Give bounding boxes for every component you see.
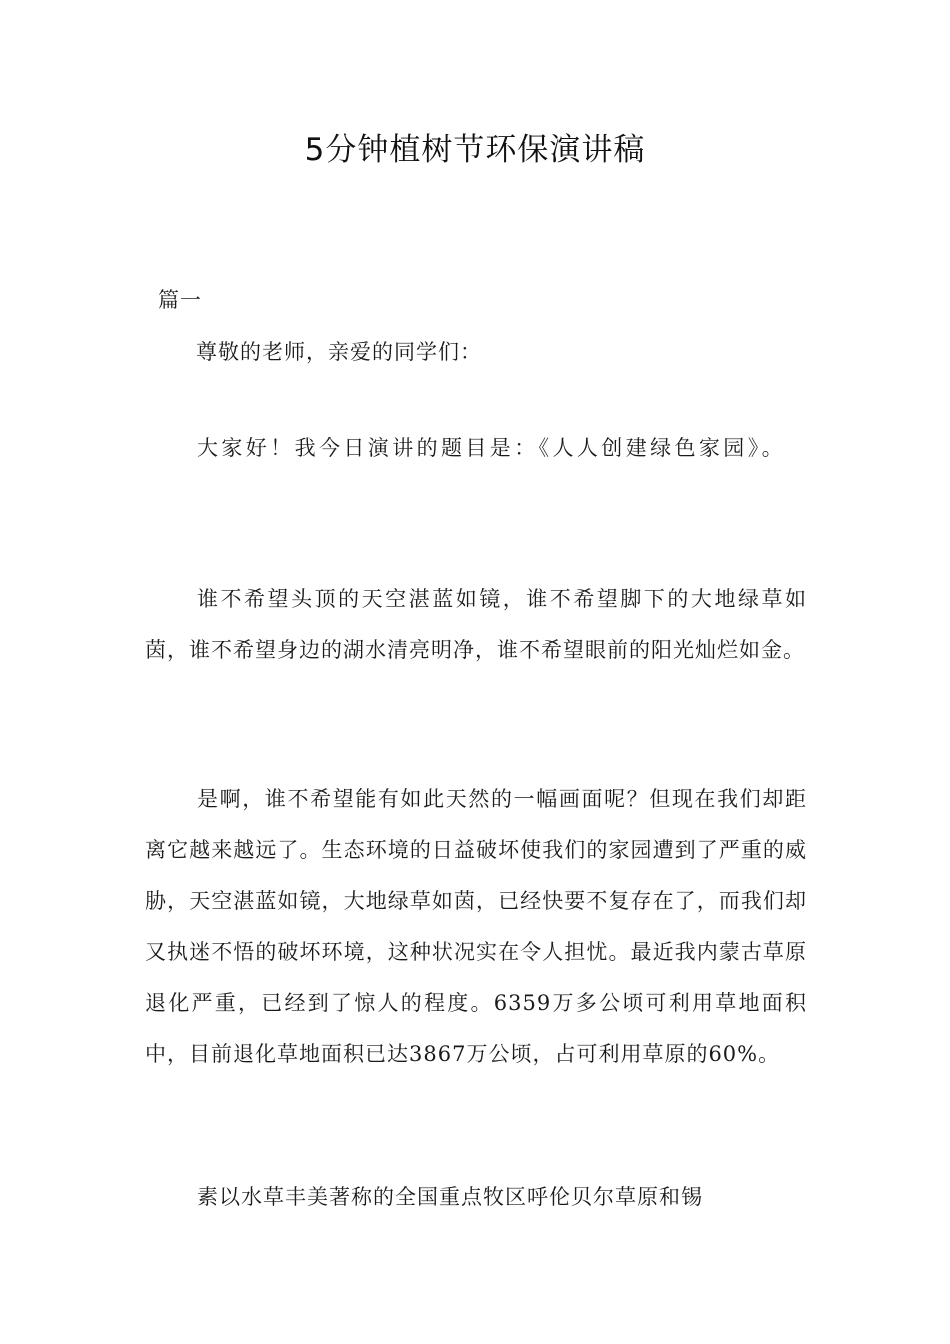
paragraph-environment-damage: 是啊，谁不希望能有如此天然的一幅画面呢？但现在我们却距离它越来越远了。生态环境的日益破坏使我们的家园遭到了严重的威胁，天空湛蓝如镜，大地绿草如茵，已经快要不复存在了，而我们却又执迷不悟的破坏环境，这种状况实在令人担忧。最近我内蒙古草原退化严重，已经到了惊人的程度。6359万多公顷可利用草地面积中，目前退化草地面积已达3867万公顷，占可利用草原的60%。: [145, 787, 807, 1066]
paragraph-hopes: 谁不希望头顶的天空湛蓝如镜，谁不希望脚下的大地绿草如茵，谁不希望身边的湖水清亮明净，谁不希望眼前的阳光灿烂如金。: [145, 587, 807, 662]
salutation: 尊敬的老师，亲爱的同学们：: [196, 340, 482, 364]
paragraph-intro: 大家好！我今日演讲的题目是：《人人创建绿色家园》。: [197, 436, 786, 460]
document-title: 5分钟植树节环保演讲稿: [304, 132, 646, 168]
section-label: 篇一: [158, 288, 202, 312]
paragraph-grassland: 素以水草丰美著称的全国重点牧区呼伦贝尔草原和锡: [197, 1185, 703, 1209]
